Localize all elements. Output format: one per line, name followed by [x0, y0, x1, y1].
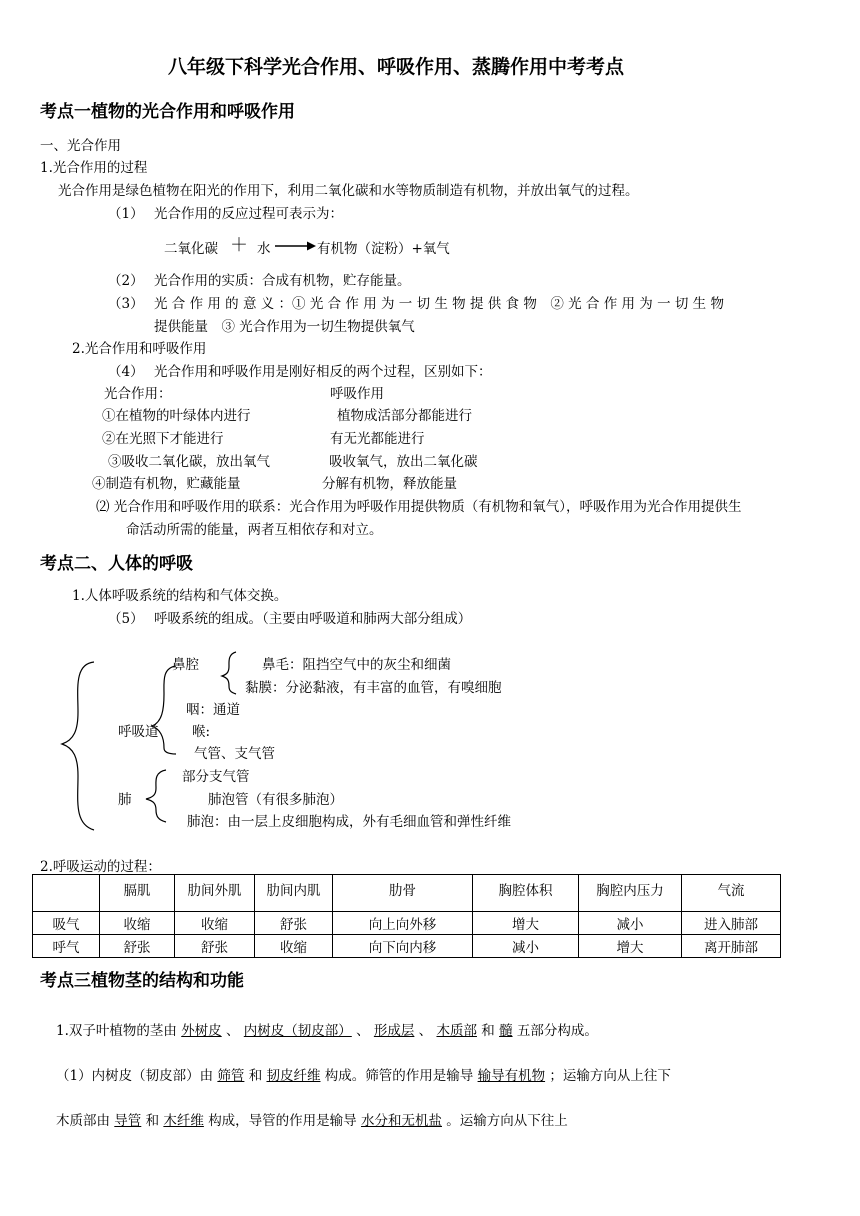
- sentence-text: 五部分构成。: [516, 1023, 598, 1039]
- compare-left-header: 光合作用：: [104, 386, 172, 402]
- page-title: 八年级下科学光合作用、呼吸作用、蒸腾作用中考考点: [168, 56, 625, 78]
- table-row: [33, 935, 781, 958]
- table-cell: 呼气: [33, 935, 100, 958]
- table-header: 肋间内肌: [255, 875, 333, 912]
- item-heading: 2.呼吸运动的过程：: [40, 859, 161, 875]
- sentence-text: 1.双子叶植物的茎由: [56, 1023, 177, 1039]
- item-number: （3）: [108, 296, 144, 312]
- diagram-mucosa: 黏膜：分泌黏液，有丰富的血管，有嗅细胞: [245, 680, 502, 696]
- item-text: 光合作用和呼吸作用是刚好相反的两个过程，区别如下：: [154, 364, 492, 380]
- diagram-alveoli: 肺泡：由一层上皮细胞构成，外有毛细血管和弹性纤维: [187, 814, 511, 830]
- blank-answer: 木质部: [436, 1023, 477, 1039]
- table-header: 肋间外肌: [175, 875, 255, 912]
- sentence-text: ；运输方向从上往下: [549, 1068, 671, 1084]
- diagram-larynx: 喉:: [192, 724, 211, 740]
- blank-answer: 外树皮: [181, 1023, 222, 1039]
- table-cell: 舒张: [175, 935, 255, 958]
- table-cell: 向上向外移: [333, 912, 473, 935]
- blank-answer: 输导有机物: [477, 1068, 546, 1084]
- sub-heading: 一、光合作用: [40, 138, 121, 154]
- table-header: 胸腔内压力: [579, 875, 682, 912]
- compare-left: ④制造有机物，贮藏能量: [92, 476, 241, 492]
- table-header: 肋骨: [333, 875, 473, 912]
- item-heading: 2.光合作用和呼吸作用: [72, 341, 207, 357]
- compare-right-header: 呼吸作用: [330, 386, 384, 402]
- item-number: （4）: [108, 364, 144, 380]
- item-text: 呼吸系统的组成。（主要由呼吸道和肺两大部分组成）: [154, 611, 472, 627]
- equation-product: 有机物（淀粉）+氧气: [317, 241, 450, 257]
- sentence-text: 和: [145, 1113, 160, 1129]
- section2-heading: 考点二、人体的呼吸: [40, 554, 193, 574]
- table-cell: 舒张: [255, 912, 333, 935]
- compare-left: ③吸收二氧化碳，放出氧气: [108, 454, 270, 470]
- table-cell: 离开肺部: [682, 935, 781, 958]
- table-cell: 进入肺部: [682, 912, 781, 935]
- table-cell: 增大: [579, 935, 682, 958]
- xylem-sentence: [56, 1109, 568, 1129]
- sentence-text: 构成，导管的作用是输导: [208, 1113, 357, 1129]
- table-header: [33, 875, 100, 912]
- phloem-sentence: [56, 1064, 671, 1084]
- table-header: 胸腔体积: [473, 875, 579, 912]
- item-heading: 1.人体呼吸系统的结构和气体交换。: [72, 588, 288, 604]
- sentence-text: 、: [356, 1023, 370, 1039]
- table-cell: 向下向内移: [333, 935, 473, 958]
- sentence-text: （1）内树皮（韧皮部）由: [56, 1068, 214, 1084]
- diagram-airway: 呼吸道: [118, 724, 159, 740]
- item-text: 光合作用的反应过程可表示为：: [154, 206, 343, 222]
- section3-heading: 考点三植物茎的结构和功能: [40, 971, 244, 991]
- table-cell: 收缩: [100, 912, 175, 935]
- plus-sign: ＋: [230, 235, 248, 256]
- table-row: [33, 912, 781, 935]
- compare-right: 分解有机物，释放能量: [322, 476, 457, 492]
- table-cell: 收缩: [255, 935, 333, 958]
- table-cell: 增大: [473, 912, 579, 935]
- relation-text: 命活动所需的能量，两者互相依存和对立。: [126, 522, 383, 538]
- item-number: （2）: [108, 273, 144, 289]
- table-cell: 舒张: [100, 935, 175, 958]
- item-text: 光 合 作 用 的 意 义 ：① 光 合 作 用 为 一 切 生 物 提 供 食 物 ② 光 合 作 用 为 一 切 生 物: [154, 296, 724, 312]
- diagram-nose: 鼻腔: [172, 657, 199, 673]
- blank-answer: 形成层: [373, 1023, 415, 1039]
- stem-structure-sentence: [56, 1019, 598, 1039]
- sentence-text: 和: [481, 1023, 495, 1039]
- table-cell: 收缩: [175, 912, 255, 935]
- definition-text: 光合作用是绿色植物在阳光的作用下，利用二氧化碳和水等物质制造有机物，并放出氧气的过程。: [58, 183, 639, 199]
- item-number: （1）: [108, 206, 144, 222]
- item-heading: 1.光合作用的过程: [40, 160, 148, 176]
- item-text: 提供能量 ③ 光合作用为一切生物提供氧气: [154, 319, 415, 335]
- sentence-text: 。运输方向从下往上: [446, 1113, 568, 1129]
- blank-answer: 髓: [499, 1023, 513, 1039]
- blank-answer: 导管: [114, 1113, 142, 1129]
- compare-left: ②在光照下才能进行: [102, 431, 224, 447]
- compare-right: 植物成活部分都能进行: [337, 408, 472, 424]
- sentence-text: 、: [225, 1023, 240, 1039]
- blank-answer: 木纤维: [163, 1113, 204, 1129]
- diagram-bronchi: 部分支气管: [182, 769, 250, 785]
- item-text: 光合作用的实质：合成有机物，贮存能量。: [154, 273, 411, 289]
- compare-right: 吸收氧气，放出二氧化碳: [329, 454, 478, 470]
- equation-reactant: 二氧化碳: [164, 241, 218, 257]
- table-header-row: [33, 875, 781, 912]
- diagram-lung: 肺: [118, 792, 132, 808]
- table-header: 膈肌: [100, 875, 175, 912]
- table-cell: 减小: [473, 935, 579, 958]
- breathing-table: [32, 874, 781, 958]
- sentence-text: 、: [418, 1023, 433, 1039]
- diagram-alveolar-duct: 肺泡管（有很多肺泡）: [208, 792, 343, 808]
- compare-right: 有无光都能进行: [330, 431, 425, 447]
- sentence-text: 木质部由: [56, 1113, 110, 1129]
- equation-reactant: 水: [257, 241, 271, 257]
- blank-answer: 韧皮纤维: [266, 1068, 321, 1084]
- blank-answer: 筛管: [217, 1068, 245, 1084]
- diagram-pharynx: 咽：通道: [186, 702, 240, 718]
- sentence-text: 和: [248, 1068, 263, 1084]
- blank-answer: 内树皮（韧皮部）: [243, 1023, 352, 1039]
- blank-answer: 水分和无机盐: [360, 1113, 442, 1129]
- table-cell: 吸气: [33, 912, 100, 935]
- diagram-trachea: 气管、支气管: [194, 746, 275, 762]
- relation-text: ⑵ 光合作用和呼吸作用的联系：光合作用为呼吸作用提供物质（有机物和氧气），呼吸作用为光合作用提供生: [96, 499, 742, 515]
- item-number: （5）: [108, 611, 144, 627]
- table-cell: 减小: [579, 912, 682, 935]
- section1-heading: 考点一植物的光合作用和呼吸作用: [40, 102, 295, 122]
- compare-left: ①在植物的叶绿体内进行: [102, 408, 251, 424]
- table-header: 气流: [682, 875, 781, 912]
- sentence-text: 构成。筛管的作用是输导: [324, 1068, 474, 1084]
- diagram-nose-hair: 鼻毛：阻挡空气中的灰尘和细菌: [262, 657, 451, 673]
